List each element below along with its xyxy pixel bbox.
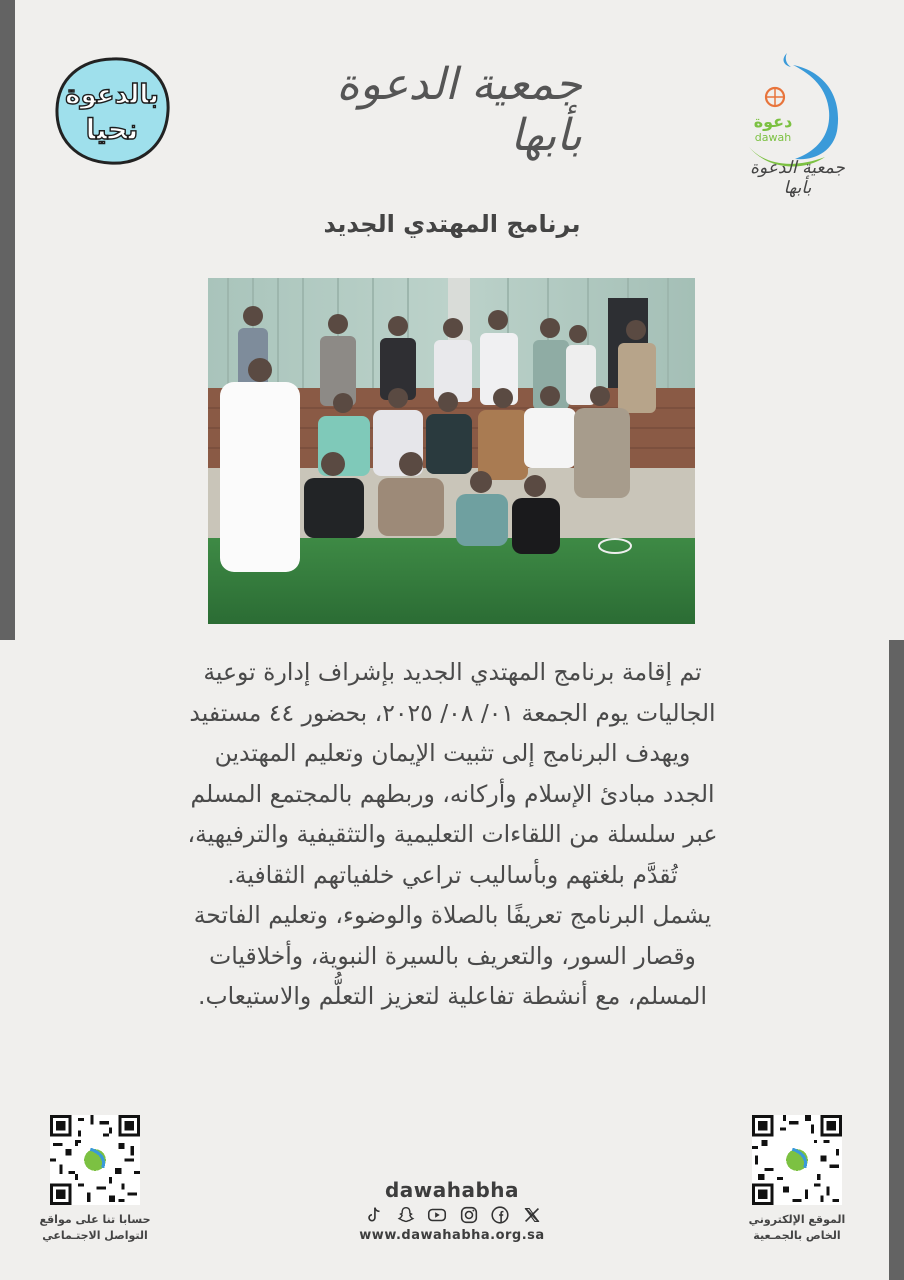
instagram-icon[interactable]	[458, 1204, 480, 1226]
website-qr-caption	[722, 1212, 872, 1244]
social-handle: dawahabha	[384, 1178, 520, 1202]
snapchat-icon[interactable]	[395, 1204, 417, 1226]
left-accent-bar	[0, 0, 15, 640]
association-calligraphy	[322, 59, 582, 161]
association-name: جمعية الدعوة بأبها	[336, 59, 582, 161]
logo-wordmark-en: dawah	[754, 131, 792, 144]
facebook-icon[interactable]	[489, 1204, 511, 1226]
badge-text-2: نحيا	[85, 113, 139, 146]
description-line: عبر سلسلة من اللقاءات التعليمية والتثقيفية والترفيهية،	[187, 820, 718, 848]
description-line: المسلم، مع أنشطة تفاعلية لتعزيز التعلُّم والاستيعاب.	[198, 982, 707, 1010]
website-qr-caption-line-2: الخاص بالجمـعية	[753, 1229, 841, 1242]
social-qr-caption	[20, 1212, 170, 1244]
social-qr-caption-line-2: التواصل الاجتـماعي	[42, 1229, 148, 1242]
right-accent-bar	[889, 640, 904, 1280]
group-photo	[208, 278, 695, 624]
description-line: يشمل البرنامج تعريفًا بالصلاة والوضوء، وتعليم الفاتحة	[193, 901, 712, 929]
description-line: ويهدف البرنامج إلى تثبيت الإيمان وتعليم المهتدين	[214, 739, 691, 767]
website-url[interactable]: www.dawahabha.org.sa	[359, 1228, 545, 1243]
social-icons-row	[363, 1203, 543, 1227]
badge-text-1: بالدعوة	[65, 80, 159, 110]
website-qr-caption-line-1: الموقع الإلكتروني	[748, 1213, 846, 1226]
website-qr-code[interactable]	[752, 1115, 842, 1205]
social-qr-code[interactable]	[50, 1115, 140, 1205]
description-line: الجدد مبادئ الإسلام وأركانه، وربطهم بالمجتمع المسلم	[190, 779, 715, 808]
x-icon[interactable]	[521, 1204, 543, 1226]
description-line: وقصار السور، والتعريف بالسيرة النبوية، وأخلاقيات	[209, 941, 696, 970]
badge-logo	[52, 55, 172, 167]
description-line: تم إقامة برنامج المهتدي الجديد بإشراف إدارة توعية	[203, 658, 702, 686]
program-description	[95, 652, 810, 1017]
tiktok-icon[interactable]	[363, 1204, 385, 1226]
description-line: الجاليات يوم الجمعة ٠١/ ٠٨/ ٢٠٢٥، بحضور ٤٤ مستفيد	[189, 698, 716, 727]
social-qr-caption-line-1: حسابا تنا على مواقع	[39, 1213, 151, 1226]
description-line: تُقدَّم بلغتهم وبأساليب تراعي خلفياتهم الثقافية.	[227, 860, 678, 889]
logo-caption: جمعية الدعوة بأبها	[750, 158, 845, 198]
logo-wordmark-ar: دعوة	[753, 112, 793, 131]
youtube-icon[interactable]	[426, 1204, 448, 1226]
program-title: برنامج المهتدي الجديد	[323, 210, 581, 238]
